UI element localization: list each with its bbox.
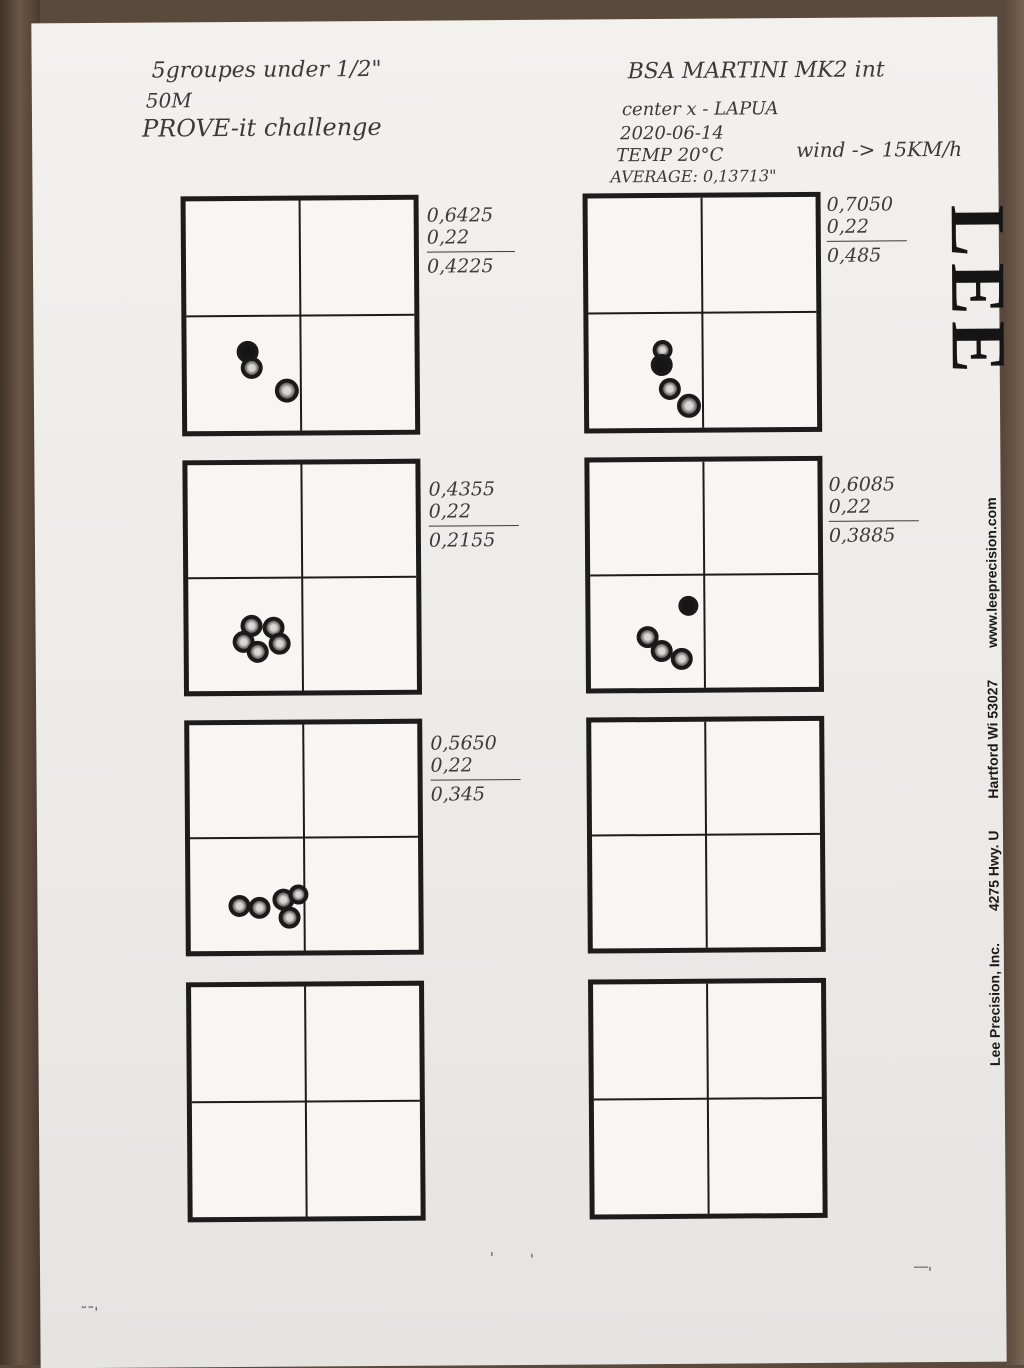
note-ammo: center x - LAPUA [621, 98, 779, 121]
bullet-hole [247, 641, 269, 663]
divider [829, 520, 919, 522]
note-wind: wind -> 15KM/h [796, 136, 963, 163]
bullet-hole [671, 648, 693, 670]
score-group: 0,345 [430, 783, 486, 806]
score-block-3 [429, 478, 520, 552]
bullet-hole [248, 897, 270, 919]
target-sheet [31, 17, 1023, 1368]
bullet-hole [659, 378, 681, 400]
score-block-2 [827, 193, 908, 267]
score-group: 0,3885 [828, 524, 896, 547]
bullet-hole [228, 895, 250, 917]
bullet-hole [678, 596, 698, 616]
score-group: 0,2155 [428, 529, 496, 552]
score-group: 0,4225 [426, 255, 494, 278]
pencil-mark: ˜˜' [80, 1304, 99, 1322]
score-measured: 0,4355 [428, 478, 496, 501]
divider [827, 240, 907, 242]
bullet-hole [269, 633, 291, 655]
score-caliber: 0,22 [428, 500, 472, 523]
target-grid-6 [586, 716, 826, 954]
score-caliber: 0,22 [826, 215, 870, 238]
score-measured: 0,6085 [828, 473, 896, 496]
target-grid-7 [186, 981, 426, 1223]
lee-logo: LEE [934, 204, 1023, 380]
company-name: Lee Precision, Inc. [985, 943, 1003, 1067]
bullet-hole [278, 907, 300, 929]
score-measured: 0,7050 [826, 193, 894, 216]
target-grid-1 [181, 195, 421, 437]
score-group: 0,485 [826, 244, 882, 267]
score-block-1 [427, 204, 516, 278]
score-block-4 [828, 473, 919, 547]
score-caliber: 0,22 [430, 754, 473, 777]
company-website: www.leeprecision.com [982, 497, 1000, 648]
score-caliber: 0,22 [828, 495, 872, 518]
divider [429, 525, 519, 527]
bullet-hole [275, 379, 299, 403]
company-address: 4275 Hwy. U [984, 830, 1002, 912]
score-measured: 0,6425 [426, 204, 494, 227]
bullet-hole [651, 640, 673, 662]
note-challenge: PROVE-it challenge [141, 112, 382, 143]
target-grid-5 [184, 719, 424, 957]
divider [431, 779, 521, 781]
pencil-mark: ' [529, 1251, 534, 1268]
target-grid-4 [584, 456, 824, 694]
score-block-5 [430, 732, 521, 806]
bullet-hole [677, 394, 701, 418]
pencil-mark: ' [489, 1250, 494, 1267]
divider [427, 251, 515, 253]
target-grid-2 [583, 192, 823, 434]
note-distance: 50M [145, 88, 192, 113]
note-date: 2020-06-14 [620, 122, 724, 145]
target-grid-3 [182, 459, 422, 697]
note-average: AVERAGE: 0,13713" [610, 166, 777, 187]
score-measured: 0,5650 [430, 732, 497, 755]
note-groups: 5groupes under 1/2" [151, 56, 382, 84]
target-grid-8 [588, 978, 828, 1220]
score-caliber: 0,22 [426, 226, 470, 249]
note-rifle: BSA MARTINI MK2 int [627, 57, 885, 85]
note-temp: TEMP 20°C [616, 144, 724, 167]
bullet-hole [241, 357, 263, 379]
bullet-hole [288, 884, 308, 904]
pencil-mark: ‾‾' [914, 1265, 932, 1282]
company-city: Hartford Wi 53027 [983, 679, 1001, 799]
bullet-hole [651, 354, 673, 376]
